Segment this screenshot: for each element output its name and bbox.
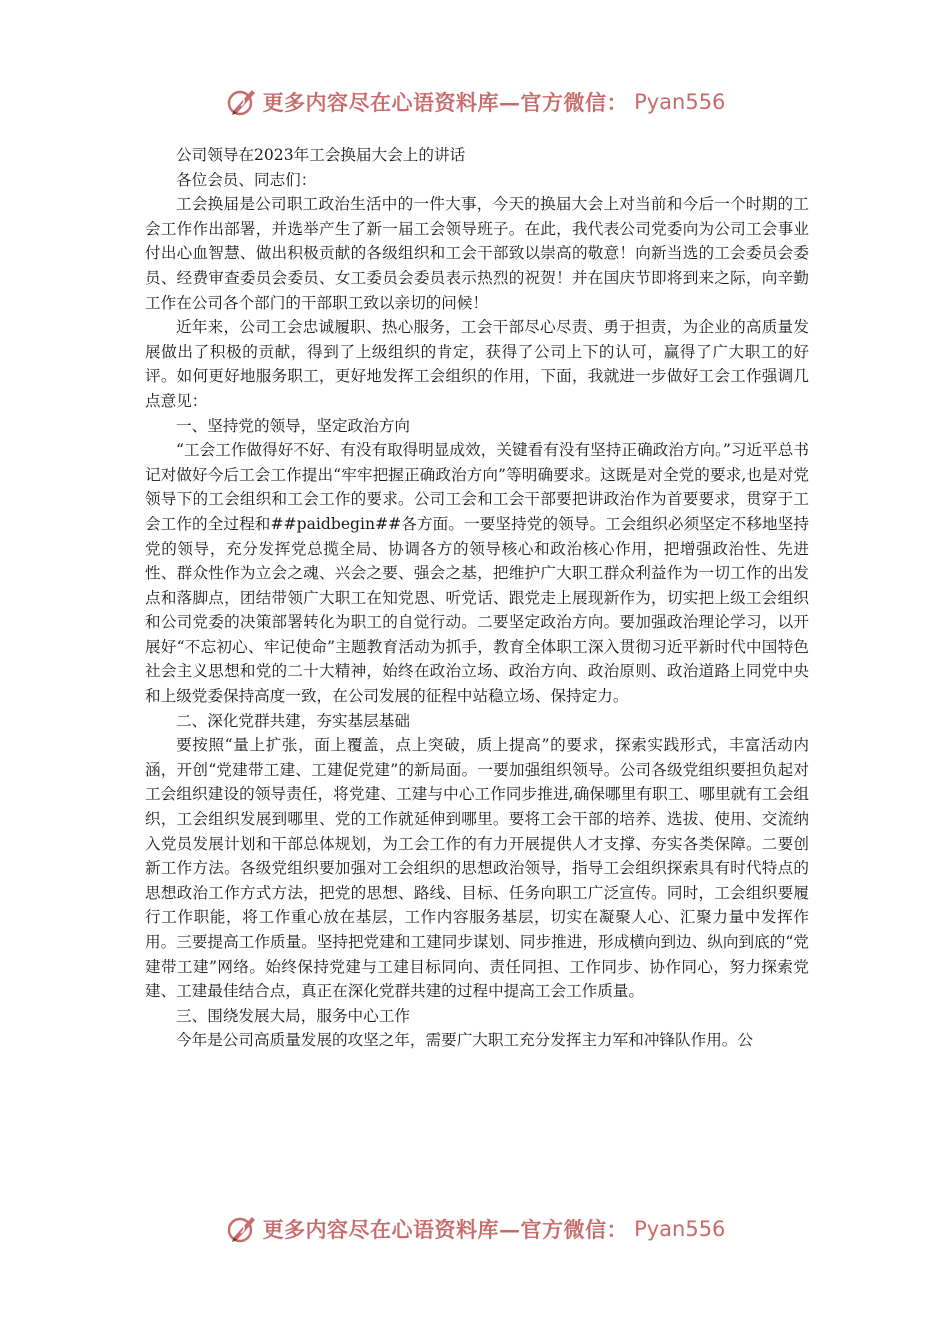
pen-logo-icon [225, 85, 259, 119]
paragraph: 要按照“量上扩张，面上覆盖，点上突破，质上提高”的要求，探索实践形式，丰富活动内涵，开创“党建带工建、工建促党建”的新局面。一要加强组织领导。公司各级党组织要担负起对工会组织建设的领导责任，将党建、工建与中心工作同步推进,确保哪里有职工、哪里就有工会组织，工会组织发展到哪里、党的工作就延伸到哪里。要将工会干部的培养、选拔、使用、交流纳入党员发展计划和干部总体规划，为工会工作的有力开展提供人才支撑、夯实各类保障。二要创新工作方法。各级党组织要加强对工会组织的思想政治领导，指导工会组织探索具有时代特点的思想政治工作方式方法，把党的思想、路线、目标、任务向职工广泛宣传。同时，工会组织要履行工作职能，将工作重心放在基层，工作内容服务基层，切实在凝聚人心、汇聚力量中发挥作用。三要提高工作质量。坚持把党建和工建同步谋划、同步推进，形成横向到边、纵向到底的“党建带工建”网络。始终保持党建与工建目标同向、责任同担、工作同步、协作同心，努力探索党建、工建最佳结合点，真正在深化党群共建的过程中提高工会工作质量。 [145, 736, 809, 1001]
header-watermark-text: 更多内容尽在心语资料库—官方微信： [262, 90, 629, 115]
section-heading: 二、深化党群共建，夯实基层基础 [176, 711, 410, 730]
footer-watermark [0, 1209, 950, 1249]
document-body [145, 143, 809, 1053]
salutation: 各位会员、同志们： [176, 170, 317, 189]
pen-logo-icon [225, 1212, 259, 1246]
paragraph: 近年来，公司工会忠诚履职、热心服务，工会干部尽心尽责、勇于担责，为企业的高质量发展做出了积极的贡献，得到了上级组织的肯定，获得了公司上下的认可，赢得了广大职工的好评。如何更好地服务职工，更好地发挥工会组织的作用，下面，我就进一步做好工会工作强调几点意见： [145, 318, 809, 410]
paragraph: “工会工作做得好不好、有没有取得明显成效，关键看有没有坚持正确政治方向。”习近平总书记对做好今后工会工作提出“牢牢把握正确政治方向”等明确要求。这既是对全党的要求,也是对党领导下的工会组织和工会工作的要求。公司工会和工会干部要把讲政治作为首要要求，贯穿于工会工作的全过程和##paidbegin##各方面。一要坚持党的领导。工会组织必须坚定不移地坚持党的领导，充分发挥党总揽全局、协调各方的领导核心和政治核心作用，把增强政治性、先进性、群众性作为立会之魂、兴会之要、强会之基，把维护广大职工群众利益作为一切工作的出发点和落脚点，团结带领广大职工在知党恩、听党话、跟党走上展现新作为，切实把上级工会组织和公司党委的决策部署转化为职工的自觉行动。二要坚定政治方向。要加强政治理论学习，以开展好“不忘初心、牢记使命”主题教育活动为抓手，教育全体职工深入贯彻习近平新时代中国特色社会主义思想和党的二十大精神，始终在政治立场、政治方向、政治原则、政治道路上同党中央和上级党委保持高度一致，在公司发展的征程中站稳立场、保持定力。 [145, 441, 809, 706]
section-heading: 三、围绕发展大局，服务中心工作 [176, 1006, 410, 1025]
paragraph: 工会换届是公司职工政治生活中的一件大事，今天的换届大会上对当前和今后一个时期的工会工作作出部署，并选举产生了新一届工会领导班子。在此，我代表公司党委向为公司工会事业付出心血智慧、做出积极贡献的各级组织和工会干部致以崇高的敬意！向新当选的工会委员会委员、经费审查委员会委员、女工委员会委员表示热烈的祝贺！并在国庆节即将到来之际，向辛勤工作在公司各个部门的干部职工致以亲切的问候！ [145, 195, 809, 312]
footer-watermark-text: 更多内容尽在心语资料库—官方微信： [262, 1217, 629, 1242]
footer-wechat-id: Pyan556 [634, 1217, 726, 1241]
document-title: 公司领导在2023年工会换届大会上的讲话 [176, 146, 466, 164]
header-wechat-id: Pyan556 [634, 90, 726, 114]
section-heading: 一、坚持党的领导，坚定政治方向 [176, 416, 410, 435]
paragraph: 今年是公司高质量发展的攻坚之年，需要广大职工充分发挥主力军和冲锋队作用。公 [176, 1031, 753, 1050]
header-watermark [0, 82, 950, 122]
